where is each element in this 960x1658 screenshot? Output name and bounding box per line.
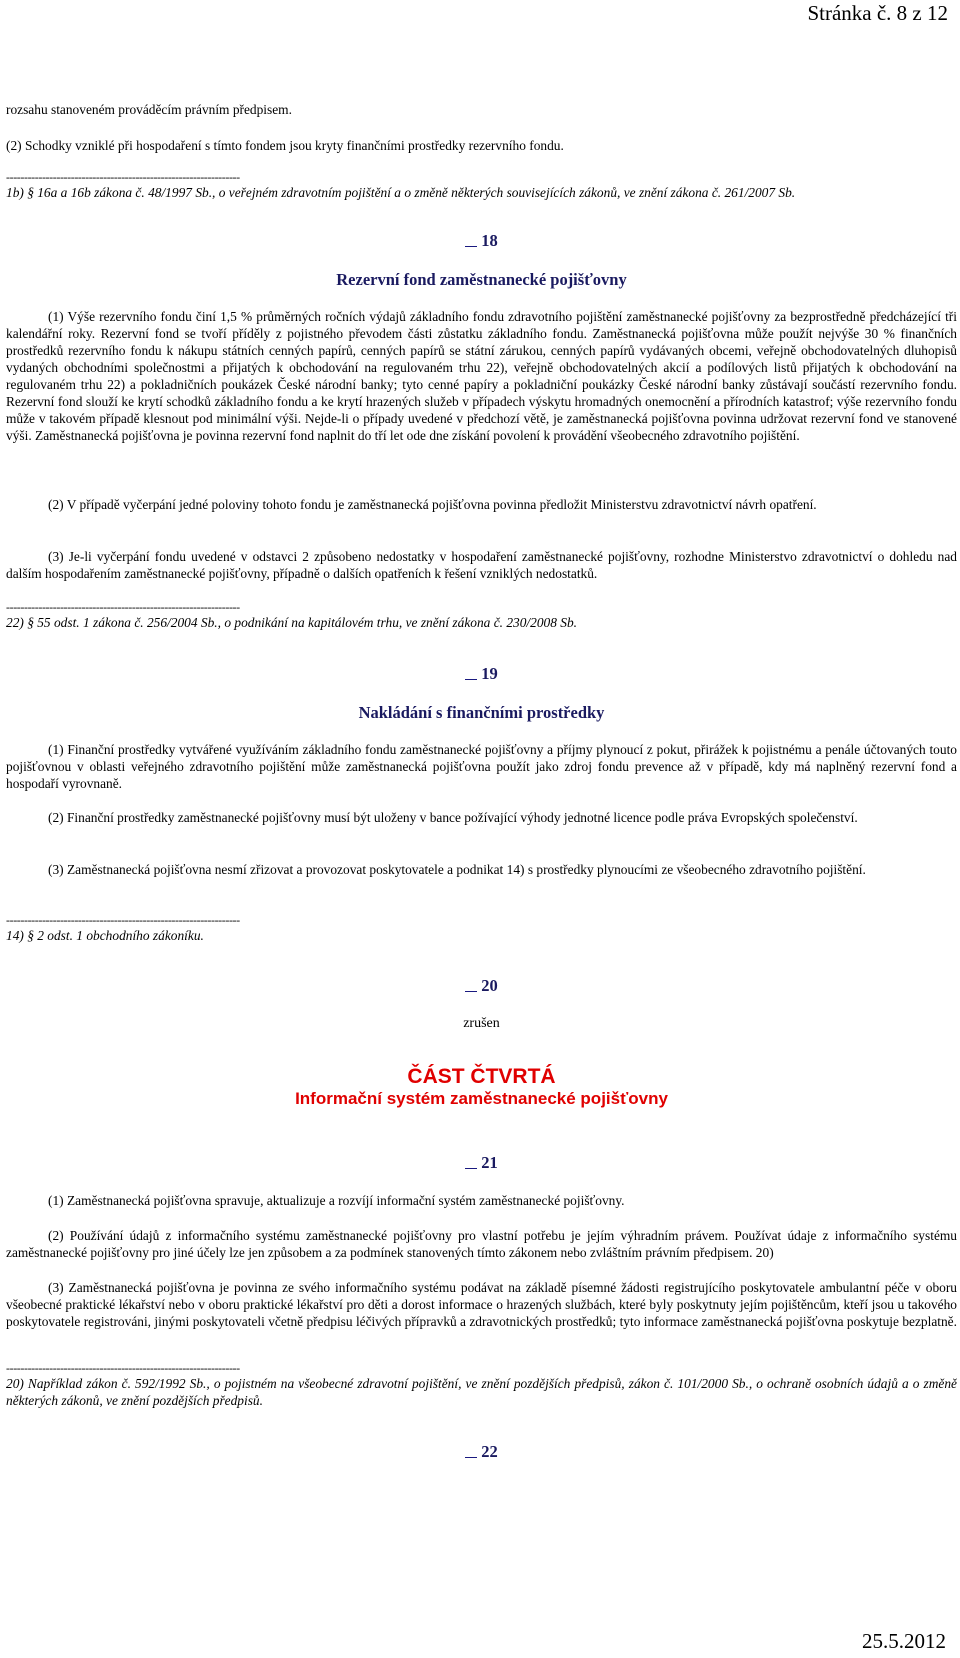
page-number: Stránka č. 8 z 12 [807, 1, 948, 25]
section-20-heading [6, 976, 957, 996]
section-21-paragraph-3: (3) Zaměstnanecká pojišťovna je povinna ze svého informačního systému podávat na základě písemné žádosti registrujícího poskytovatele ambulantní péče v oboru všeobecné praktické lékařství nebo v oboru praktické lékařství pro děti a dorost informace o hrazených službách, které byly poskytnuty jejím pojištěncům, kteří jsou u takového poskytovatele registrováni, jinými poskytovateli včetně předpisu léčivých přípravků a zdravotnických prostředků; tyto informace zaměstnanecká pojišťovna poskytuje bezplatně. [6, 1280, 957, 1329]
footnote-20: 20) Například zákon č. 592/1992 Sb., o pojistném na všeobecné zdravotní pojištění, ve znění pozdějších předpisů, zákon č. 101/2000 Sb., o ochraně osobních údajů a o změně některých zákonů, ve znění pozdějších předpisů. [6, 1376, 957, 1408]
section-sign-icon [465, 1443, 477, 1458]
section-22-heading [6, 1442, 957, 1462]
section-19-paragraph-1: (1) Finanční prostředky vytvářené využíváním základního fondu zaměstnanecké pojišťovny a příjmy plynoucí z pokut, přirážek k pojistnému a penále účtovaných touto pojišťovnou v oblasti veřejného zdravotního pojištění může zaměstnanecká pojišťovna použít jako zdroj fondu prevence až v případě, kdy má naplněný rezervní fond a hospodaří vyrovnaně. [6, 742, 957, 791]
section-19-title: Nakládání s finančními prostředky [358, 703, 605, 722]
section-sign-icon [465, 977, 477, 992]
intro-line: rozsahu stanoveném prováděcím právním předpisem. [6, 102, 292, 117]
section-sign-icon [465, 1154, 477, 1169]
section-20-number: 20 [481, 976, 498, 995]
footnote-14: 14) § 2 odst. 1 obchodního zákoníku. [6, 928, 204, 943]
section-21-heading [6, 1153, 957, 1173]
footnote-separator: ----------------------------------------------------------------- [6, 170, 240, 184]
section-22-number: 22 [481, 1442, 498, 1461]
section-18-paragraph-3: (3) Je-li vyčerpání fondu uvedené v odstavci 2 způsobeno nedostatky v hospodaření zaměstnanecké pojišťovny, rozhodne Ministerstvo zdravotnictví o dohledu nad dalším hospodařením zaměstnanecké pojišťovny, případně o dalších opatřeních k řešení vzniklých nedostatků. [6, 549, 957, 581]
section-19-number: 19 [481, 664, 498, 683]
part-4-subtitle: Informační systém zaměstnanecké pojišťovny [295, 1089, 668, 1108]
section-19-paragraph-3: (3) Zaměstnanecká pojišťovna nesmí zřizovat a provozovat poskytovatele a podnikat 14) s prostředky plynoucími ze všeobecného zdravotního pojištění. [48, 862, 866, 877]
section-21-paragraph-1: (1) Zaměstnanecká pojišťovna spravuje, aktualizuje a rozvíjí informační systém zaměstnanecké pojišťovny. [48, 1193, 625, 1208]
section-sign-icon [465, 665, 477, 680]
intro-paragraph: (2) Schodky vzniklé při hospodaření s tímto fondem jsou kryty finančními prostředky rezervního fondu. [6, 138, 564, 153]
section-21-paragraph-2: (2) Používání údajů z informačního systému zaměstnanecké pojišťovny pro vlastní potřebu je jejím výhradním právem. Používat údaje z informačního systému zaměstnanecké pojišťovny pro jiné účely lze jen způsobem a za podmínek stanovených tímto zákonem nebo zvláštním právním předpisem. 20) [6, 1228, 957, 1260]
section-18-number: 18 [481, 231, 498, 250]
footnote-separator: ----------------------------------------------------------------- [6, 1361, 240, 1375]
part-4-title: ČÁST ČTVRTÁ [407, 1065, 556, 1088]
section-sign-icon [465, 232, 477, 247]
section-20-status: zrušen [463, 1016, 500, 1031]
section-18-paragraph-1: (1) Výše rezervního fondu činí 1,5 % průměrných ročních výdajů základního fondu zdravotního pojištění zaměstnanecké pojišťovny za bezprostředně předcházející tři kalendářní roky. Rezervní fond se tvoří příděly z pojistného převodem části zůstatku základního fondu. Zaměstnanecká pojišťovna může použít nejvýše 30 % finančních prostředků rezervního fondu k nákupu státních cenných papírů, cenných papírů se státní zárukou, cenných papírů vydávaných obcemi, veřejně obchodovatelných dluhopisů vydaných obchodními společnostmi a přijatých k obchodování na regulovaném trhu 22), veřejně obchodovatelných akcií a podílových listů přijatých k obchodování na regulovaném trhu 22) a pokladničních poukázek České národní banky; tyto cenné papíry a pokladniční poukázky České národní banky zůstávají součástí rezervního fondu. Rezervní fond slouží ke krytí schodků základního fondu a ke krytí hrazených služeb v případech výskytu hromadných onemocnění a přírodních katastrof; výše rezervního fondu může v takovém případě klesnout pod minimální výši. Nejde-li o případy uvedené v předchozí větě, je zaměstnanecká pojišťovna povinna udržovat rezervní fond ve stanovené výši. Zaměstnanecká pojišťovna je povinna rezervní fond naplnit do tří let ode dne získání povolení k provádění všeobecného zdravotního pojištění. [6, 309, 957, 443]
footnote-separator: ----------------------------------------------------------------- [6, 600, 240, 614]
footnote-1b: 1b) § 16a a 16b zákona č. 48/1997 Sb., o veřejném zdravotním pojištění a o změně některých souvisejících zákonů, ve znění zákona č. 261/2007 Sb. [6, 185, 796, 200]
section-18-heading [6, 231, 957, 251]
section-18-paragraph-2: (2) V případě vyčerpání jedné poloviny tohoto fondu je zaměstnanecká pojišťovna povinna předložit Ministerstvu zdravotnictví návrh opatření. [48, 497, 817, 512]
section-19-heading [6, 664, 957, 684]
footnote-separator: ----------------------------------------------------------------- [6, 913, 240, 927]
section-18-title: Rezervní fond zaměstnanecké pojišťovny [336, 270, 627, 289]
footnote-22: 22) § 55 odst. 1 zákona č. 256/2004 Sb., o podnikání na kapitálovém trhu, ve znění zákona č. 230/2008 Sb. [6, 615, 578, 630]
footer-date: 25.5.2012 [862, 1629, 946, 1653]
section-19-paragraph-2: (2) Finanční prostředky zaměstnanecké pojišťovny musí být uloženy v bance požívající výhody jednotné licence podle práva Evropských společenství. [48, 810, 858, 825]
section-21-number: 21 [481, 1153, 498, 1172]
